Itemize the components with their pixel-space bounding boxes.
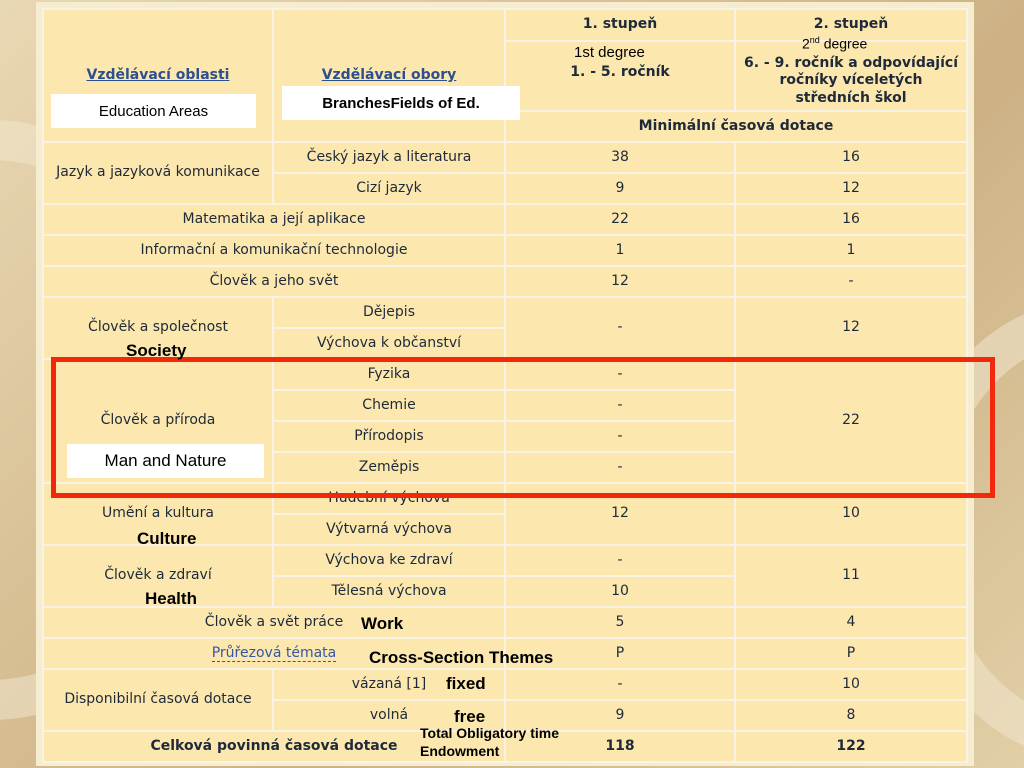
field-cizi-jazyk: Cizí jazyk — [273, 173, 505, 204]
value-cell: - — [505, 545, 735, 576]
value-cell: 16 — [735, 204, 967, 235]
cross-section-label: Cross-Section Themes — [369, 648, 554, 667]
header-grade-range-1: 1. - 5. ročník — [505, 41, 735, 111]
value-cell: - — [505, 669, 735, 700]
value-cell: 9 — [505, 700, 735, 731]
man-nature-label: Man and Nature — [104, 451, 227, 470]
value-cell: 118 — [505, 731, 735, 762]
fixed-label: fixed — [446, 674, 486, 693]
area-matematika: Matematika a její aplikace — [43, 204, 505, 235]
value-cell: 10 — [735, 483, 967, 545]
value-cell: 38 — [505, 142, 735, 173]
value-cell: 5 — [505, 607, 735, 638]
health-label: Health — [145, 589, 197, 608]
value-cell: - — [505, 359, 735, 390]
value-cell: 10 — [735, 669, 967, 700]
header-grade-range-2: 6. - 9. ročník a odpovídající ročníky víceletých středních škol — [735, 41, 967, 111]
value-cell: 12 — [505, 483, 735, 545]
value-cell: 9 — [505, 173, 735, 204]
value-cell: 1 — [505, 235, 735, 266]
field-chemie: Chemie — [273, 390, 505, 421]
field-volna: volná — [273, 700, 505, 731]
branches-label: BranchesFields of Ed. — [322, 94, 480, 112]
area-priroda: Člověk a příroda — [43, 359, 273, 483]
work-label: Work — [361, 614, 404, 633]
area-ict: Informační a komunikační technologie — [43, 235, 505, 266]
area-jazyk: Jazyk a jazyková komunikace — [43, 142, 273, 204]
prurezova-temata-link[interactable]: Průřezová témata — [211, 644, 337, 661]
value-cell: 12 — [735, 173, 967, 204]
value-cell: 11 — [735, 545, 967, 607]
header-fields: Vzdělávací obory — [273, 9, 505, 142]
value-cell: 122 — [735, 731, 967, 762]
value-cell: P — [735, 638, 967, 669]
value-cell: 22 — [735, 359, 967, 483]
field-vytvarna-vychova: Výtvarná výchova — [273, 514, 505, 545]
value-cell: 8 — [735, 700, 967, 731]
field-prirodopis: Přírodopis — [273, 421, 505, 452]
header-stupen-2: 2. stupeň — [735, 9, 967, 41]
header-stupen-1: 1. stupeň — [505, 9, 735, 41]
value-cell: 12 — [735, 297, 967, 359]
value-cell: 16 — [735, 142, 967, 173]
value-cell: - — [505, 452, 735, 483]
value-cell: P — [505, 638, 735, 669]
education-areas-box — [51, 94, 256, 128]
field-zemepis: Zeměpis — [273, 452, 505, 483]
header-time-allocation: Minimální časová dotace — [505, 111, 967, 142]
area-spolecnost: Člověk a společnost — [43, 297, 273, 359]
field-hudebni-vychova: Hudební výchova — [273, 483, 505, 514]
value-cell: 4 — [735, 607, 967, 638]
field-vazana: vázaná [1] — [273, 669, 505, 700]
area-celkova-dotace: Celková povinná časová dotace — [43, 731, 505, 762]
field-fyzika: Fyzika — [273, 359, 505, 390]
field-telesna-vychova: Tělesná výchova — [273, 576, 505, 607]
value-cell: - — [505, 390, 735, 421]
education-areas-label: Education Areas — [98, 102, 209, 120]
first-degree-label: 1st degree — [574, 44, 645, 61]
value-cell: - — [735, 266, 967, 297]
culture-label: Culture — [137, 529, 197, 548]
field-cesky-jazyk: Český jazyk a literatura — [273, 142, 505, 173]
branches-box — [282, 86, 520, 120]
area-disponibilni: Disponibilní časová dotace — [43, 669, 273, 731]
field-dejepis: Dějepis — [273, 297, 505, 328]
value-cell: - — [505, 421, 735, 452]
second-degree-label: 2nd degree — [802, 35, 868, 52]
area-kultura: Umění a kultura — [43, 483, 273, 545]
society-label: Society — [126, 341, 187, 360]
free-label: free — [454, 707, 486, 726]
value-cell: 1 — [735, 235, 967, 266]
value-cell: 10 — [505, 576, 735, 607]
value-cell: 12 — [505, 266, 735, 297]
field-vychova-obcanstvi: Výchova k občanství — [273, 328, 505, 359]
header-areas: Vzdělávací oblasti — [43, 9, 273, 142]
area-zdravi: Člověk a zdraví — [43, 545, 273, 607]
value-cell: 22 — [505, 204, 735, 235]
field-vychova-ke-zdravi: Výchova ke zdraví — [273, 545, 505, 576]
value-cell: - — [505, 297, 735, 359]
man-nature-box — [67, 444, 264, 478]
area-clovek-svet: Člověk a jeho svět — [43, 266, 505, 297]
area-svet-prace: Člověk a svět práce — [43, 607, 505, 638]
total-endowment-label: Total Obligatory time Endowment — [420, 725, 559, 759]
